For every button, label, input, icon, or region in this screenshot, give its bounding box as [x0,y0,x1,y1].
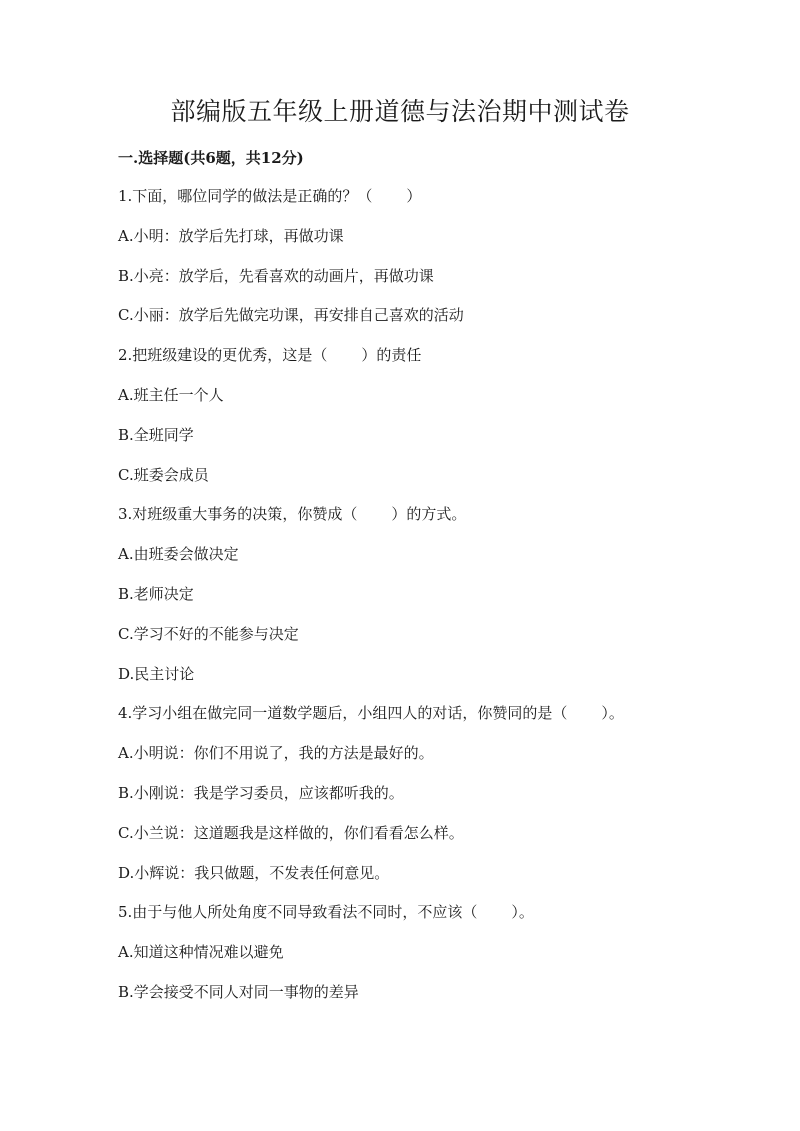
page-title: 部编版五年级上册道德与法治期中测试卷 [170,97,630,126]
question-option: D.小辉说：我只做题，不发表任何意见。 [118,863,390,882]
question-option: A.小明说：你们不用说了，我的方法是最好的。 [118,744,434,763]
question-option: A.班主任一个人 [118,385,224,404]
question-option: C.小丽：放学后先做完功课，再安排自己喜欢的活动 [118,306,464,325]
question-stem: 2.把班级建设的更优秀，这是（ ）的责任 [118,346,422,365]
question-stem: 5.由于与他人所处角度不同导致看法不同时，不应该（ ）。 [118,903,534,922]
question-stem: 3.对班级重大事务的决策，你赞成（ ）的方式。 [118,505,467,524]
question-option: C.小兰说：这道题我是这样做的，你们看看怎么样。 [118,823,464,842]
question-list [118,184,718,1020]
question-option: B.小亮：放学后，先看喜欢的动画片，再做功课 [118,266,434,285]
question-stem: 1.下面，哪位同学的做法是正确的？（ ） [118,187,422,205]
question-option: B.老师决定 [118,584,194,603]
question-option: B.小刚说：我是学习委员，应该都听我的。 [118,783,404,802]
section-heading: 一.选择题(共6题，共12分) [118,149,304,167]
question-option: A.小明：放学后先打球，再做功课 [118,226,344,245]
question-option: D.民主讨论 [118,664,195,683]
question-option: C.班委会成员 [118,465,209,484]
question-option: B.全班同学 [118,425,194,444]
question-option: A.由班委会做决定 [118,545,239,564]
question-stem: 4.学习小组在做完同一道数学题后，小组四人的对话，你赞同的是（ ）。 [118,704,624,723]
question-option: C.学习不好的不能参与决定 [118,624,299,643]
question-option: B.学会接受不同人对同一事物的差异 [118,982,359,1001]
question-option: A.知道这种情况难以避免 [118,943,284,962]
